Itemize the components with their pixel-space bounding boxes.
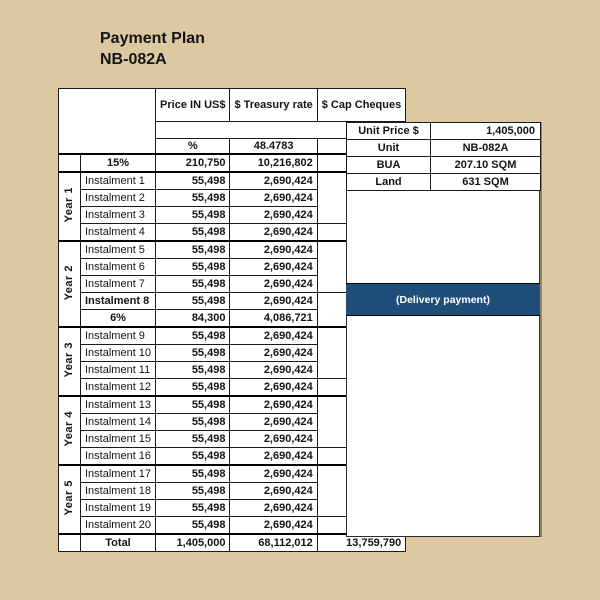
treasury-cell: 2,690,424 <box>230 448 317 466</box>
delivery-treasury-cell: 2,690,424 <box>230 293 317 310</box>
total-cap-cell: 13,759,790 <box>317 534 405 552</box>
unit-price-value: 1,405,000 <box>431 123 541 140</box>
instalment-label-cell: Instalment 1 <box>81 172 156 190</box>
delivery-payment-banner: (Delivery payment) <box>346 283 540 316</box>
delivery-percent-label-cell: 6% <box>81 310 156 328</box>
year-1-cell <box>59 172 81 241</box>
year-4-label: Year 4 <box>63 411 75 447</box>
instalment-label-cell: Instalment 11 <box>81 362 156 379</box>
treasury-cell: 2,690,424 <box>230 517 317 535</box>
treasury-cell: 2,690,424 <box>230 241 317 259</box>
price-cell: 55,498 <box>156 327 230 345</box>
treasury-cell: 2,690,424 <box>230 190 317 207</box>
treasury-cell: 2,690,424 <box>230 379 317 397</box>
instalment-label-cell: Instalment 13 <box>81 396 156 414</box>
instalment-label-cell: Instalment 7 <box>81 276 156 293</box>
price-cell: 55,498 <box>156 345 230 362</box>
subheader-percent: % <box>156 139 230 155</box>
instalment-label-cell: Instalment 4 <box>81 224 156 242</box>
treasury-cell: 2,690,424 <box>230 327 317 345</box>
instalment-label-cell: Instalment 18 <box>81 483 156 500</box>
notes-panel <box>346 191 540 537</box>
title-line-2: NB-082A <box>100 51 167 69</box>
total-treasury-cell: 68,112,012 <box>230 534 317 552</box>
year-5-cell <box>59 465 81 534</box>
treasury-cell: 2,690,424 <box>230 500 317 517</box>
instalment-label-cell: Instalment 9 <box>81 327 156 345</box>
instalment-label-cell: Instalment 16 <box>81 448 156 466</box>
instalment-label-cell: Instalment 3 <box>81 207 156 224</box>
bua-label: BUA <box>347 157 431 174</box>
corner-cell <box>59 89 156 155</box>
instalment-label-cell: Instalment 2 <box>81 190 156 207</box>
treasury-cell: 2,690,424 <box>230 483 317 500</box>
year-1-label: Year 1 <box>63 187 75 223</box>
title-line-1: Payment Plan <box>100 30 205 47</box>
unit-price-label: Unit Price $ <box>347 123 431 140</box>
instalment-label-cell: Instalment 19 <box>81 500 156 517</box>
treasury-cell: 2,690,424 <box>230 362 317 379</box>
price-cell: 55,498 <box>156 517 230 535</box>
price-cell: 55,498 <box>156 483 230 500</box>
delivery-price-cell: 55,498 <box>156 293 230 310</box>
page-title <box>100 28 205 70</box>
land-label: Land <box>347 174 431 191</box>
subheader-treasury-rate: 48.4783 <box>230 139 317 155</box>
price-cell: 55,498 <box>156 241 230 259</box>
treasury-cell: 2,690,424 <box>230 172 317 190</box>
price-cell: 55,498 <box>156 190 230 207</box>
price-cell: 55,498 <box>156 448 230 466</box>
treasury-cell: 2,690,424 <box>230 224 317 242</box>
price-cell: 55,498 <box>156 414 230 431</box>
spacer-cell <box>59 154 81 172</box>
treasury-cell: 2,690,424 <box>230 207 317 224</box>
year-2-cell <box>59 241 81 327</box>
unit-value: NB-082A <box>431 140 541 157</box>
price-cell: 55,498 <box>156 396 230 414</box>
col-header-cap-cheques: $ Cap Cheques <box>317 89 405 122</box>
instalment-label-cell: Instalment 17 <box>81 465 156 483</box>
land-value: 631 SQM <box>431 174 541 191</box>
price-cell: 55,498 <box>156 465 230 483</box>
unit-label: Unit <box>347 140 431 157</box>
price-cell: 55,498 <box>156 431 230 448</box>
instalment-label-cell: Instalment 15 <box>81 431 156 448</box>
treasury-cell: 2,690,424 <box>230 259 317 276</box>
deposit-price-cell: 210,750 <box>156 154 230 172</box>
year-2-label: Year 2 <box>63 264 75 301</box>
treasury-cell: 2,690,424 <box>230 431 317 448</box>
price-cell: 55,498 <box>156 207 230 224</box>
delivery-percent-price-cell: 84,300 <box>156 310 230 328</box>
treasury-cell: 2,690,424 <box>230 276 317 293</box>
year-5-label: Year 5 <box>63 480 75 516</box>
price-cell: 55,498 <box>156 172 230 190</box>
instalment-label-cell: Instalment 6 <box>81 259 156 276</box>
price-cell: 55,498 <box>156 224 230 242</box>
total-label-cell: Total <box>81 534 156 552</box>
year-4-cell <box>59 396 81 465</box>
total-price-cell: 1,405,000 <box>156 534 230 552</box>
delivery-instalment-label-cell: Instalment 8 <box>81 293 156 310</box>
deposit-label-cell: 15% <box>81 154 156 172</box>
year-3-cell <box>59 327 81 396</box>
treasury-cell: 2,690,424 <box>230 465 317 483</box>
unit-info-column <box>346 122 540 537</box>
price-cell: 55,498 <box>156 379 230 397</box>
instalment-label-cell: Instalment 14 <box>81 414 156 431</box>
instalment-label-cell: Instalment 20 <box>81 517 156 535</box>
price-cell: 55,498 <box>156 276 230 293</box>
treasury-cell: 2,690,424 <box>230 345 317 362</box>
delivery-percent-treasury-cell: 4,086,721 <box>230 310 317 328</box>
price-cell: 55,498 <box>156 259 230 276</box>
instalment-label-cell: Instalment 12 <box>81 379 156 397</box>
unit-info-table <box>346 122 541 191</box>
price-cell: 55,498 <box>156 500 230 517</box>
deposit-treasury-cell: 10,216,802 <box>230 154 317 172</box>
year-3-label: Year 3 <box>63 342 75 378</box>
instalment-label-cell: Instalment 10 <box>81 345 156 362</box>
treasury-cell: 2,690,424 <box>230 414 317 431</box>
col-header-price: Price IN US$ <box>156 89 230 122</box>
price-cell: 55,498 <box>156 362 230 379</box>
spacer-cell <box>59 534 81 552</box>
col-header-treasury: $ Treasury rate <box>230 89 317 122</box>
bua-value: 207.10 SQM <box>431 157 541 174</box>
instalment-label-cell: Instalment 5 <box>81 241 156 259</box>
treasury-cell: 2,690,424 <box>230 396 317 414</box>
